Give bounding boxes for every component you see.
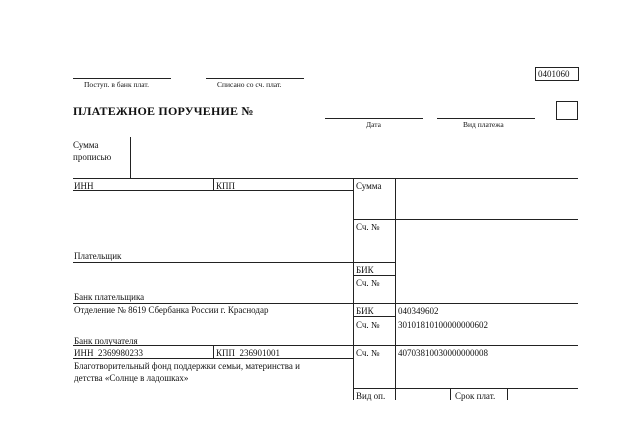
payee-kpp-value: 236901001: [239, 348, 281, 358]
payer-inn-label: ИНН: [74, 181, 94, 191]
date-label: Дата: [366, 120, 381, 129]
bottom-mid-divider-1: [450, 388, 451, 400]
payer-name-line: [73, 262, 395, 263]
received-label: Поступ. в банк плат.: [84, 80, 149, 89]
amount-words-divider: [130, 137, 131, 178]
payee-kpp-label-text: КПП: [216, 348, 236, 358]
payee-inn-label: [74, 348, 143, 358]
payment-type-label: Вид платежа: [463, 120, 504, 129]
amount-words-label: Сумма прописью: [73, 140, 112, 162]
payee-bank-line: [73, 345, 578, 346]
payee-bank-label: Банк получателя: [74, 336, 138, 346]
payee-inn-label-text: ИНН: [74, 348, 94, 358]
form-code: 0401060: [538, 69, 570, 79]
payer-inn-kpp-divider: [213, 178, 214, 190]
sum-label: Сумма: [356, 181, 382, 191]
row-line-1: [73, 178, 578, 179]
form-title: ПЛАТЕЖНОЕ ПОРУЧЕНИЕ №: [73, 104, 254, 118]
payer-bik-row-line: [353, 275, 395, 276]
payee-bik-value: 040349602: [398, 306, 439, 316]
operation-type-label: Вид оп.: [356, 391, 386, 401]
payee-inn-kpp-divider: [213, 345, 214, 358]
payee-corr-account-value: 30101810100000000602: [398, 320, 488, 330]
payer-bank-label: Банк плательщика: [74, 292, 145, 302]
payee-name-line2: детства «Солнце в ладошках»: [74, 373, 189, 383]
right-col-mid-border: [395, 178, 396, 400]
payer-name-label: Плательщик: [74, 251, 122, 261]
date-line: [325, 118, 423, 119]
payment-term-label: Срок плат.: [455, 391, 496, 401]
payment-type-line: [437, 118, 535, 119]
code-box: [556, 101, 578, 120]
bottom-row-line: [353, 388, 578, 389]
payer-corr-account-label: Сч. №: [356, 278, 380, 288]
payee-account-label: Сч. №: [356, 348, 380, 358]
payer-account-label: Сч. №: [356, 222, 380, 232]
bottom-mid-divider-2: [507, 388, 508, 400]
payer-bik-label: БИК: [356, 265, 374, 275]
payer-inn-row-line: [73, 190, 353, 191]
payee-inn-row-line: [73, 358, 353, 359]
right-col-left-border: [353, 178, 354, 400]
payer-bank-line: [73, 303, 578, 304]
sum-row-bottom: [353, 219, 395, 220]
payer-bank-value: Отделение № 8619 Сбербанка России г. Краснодар: [74, 305, 269, 315]
payer-kpp-label: КПП: [216, 181, 236, 191]
payee-name-line1: Благотворительный фонд поддержки семьи, материнства и: [74, 361, 300, 371]
payee-inn-value: 2369980233: [98, 348, 143, 358]
sum-row-bottom-right: [395, 219, 578, 220]
received-date-line: [73, 78, 171, 79]
payee-bik-label: БИК: [356, 306, 374, 316]
payee-bik-row-line: [353, 316, 395, 317]
debited-label: Списано со сч. плат.: [217, 80, 282, 89]
payee-kpp-label: [216, 348, 280, 358]
payee-account-value: 40703810030000000008: [398, 348, 488, 358]
payee-corr-account-label: Сч. №: [356, 320, 380, 330]
debited-date-line: [206, 78, 304, 79]
